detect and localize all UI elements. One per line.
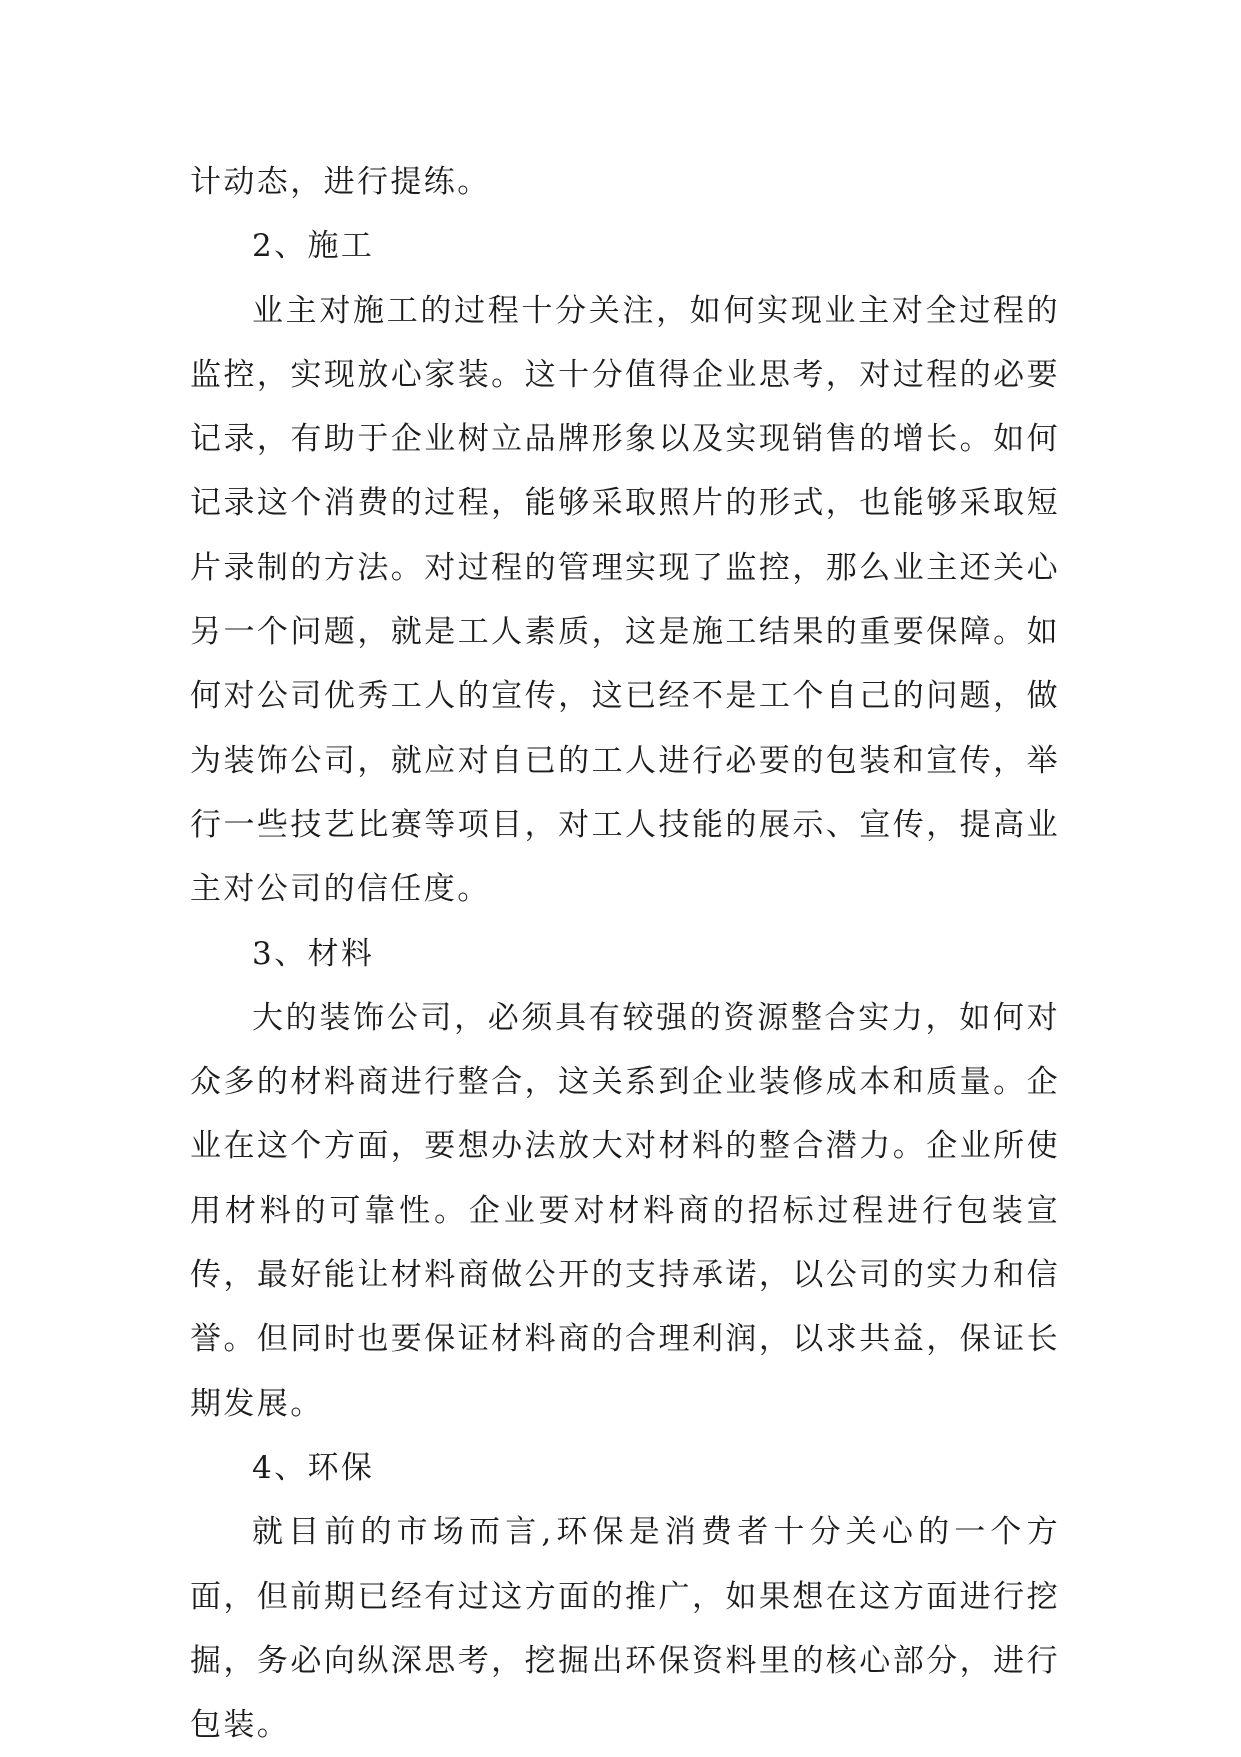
section-heading-construction: 2、施工 xyxy=(252,228,375,265)
paragraph: 计动态，进行提练。 xyxy=(190,164,491,200)
paragraph: 业主对施工的过程十分关注，如何实现业主对全过程的监控，实现放心家装。这十分值得企业思考，对过程的必要记录，有助于企业树立品牌形象以及实现销售的增长。如何记录这个消费的过程，能够采取照片的形式，也能够采取短片录制的方法。对过程的管理实现了监控，那么业主还关心另一个问题，就是工人素质，这是施工结果的重要保障。如何对公司优秀工人的宣传，这已经不是工个自己的问题，做为装饰公司，就应对自已的工人进行必要的包装和宣传，举行一些技艺比赛等项目，对工人技能的展示、宣传，提高业主对公司的信任度。 xyxy=(190,292,1060,908)
section-heading-environment: 4、环保 xyxy=(252,1449,375,1486)
paragraph: 就目前的市场而言,环保是消费者十分关心的一个方面，但前期已经有过这方面的推广，如果想在这方面进行挖掘，务必向纵深思考，挖掘出环保资料里的核心部分，进行包装。 xyxy=(190,1514,1060,1744)
paragraph: 大的装饰公司，必须具有较强的资源整合实力，如何对众多的材料商进行整合，这关系到企业装修成本和质量。企业在这个方面，要想办法放大对材料的整合潜力。企业所使用材料的可靠性。企业要对材料商的招标过程进行包装宣传，最好能让材料商做公开的支持承诺，以公司的实力和信誉。但同时也要保证材料商的合理利润，以求共益，保证长期发展。 xyxy=(190,999,1060,1422)
document-body xyxy=(190,150,1060,1757)
section-heading-materials: 3、材料 xyxy=(252,935,375,972)
